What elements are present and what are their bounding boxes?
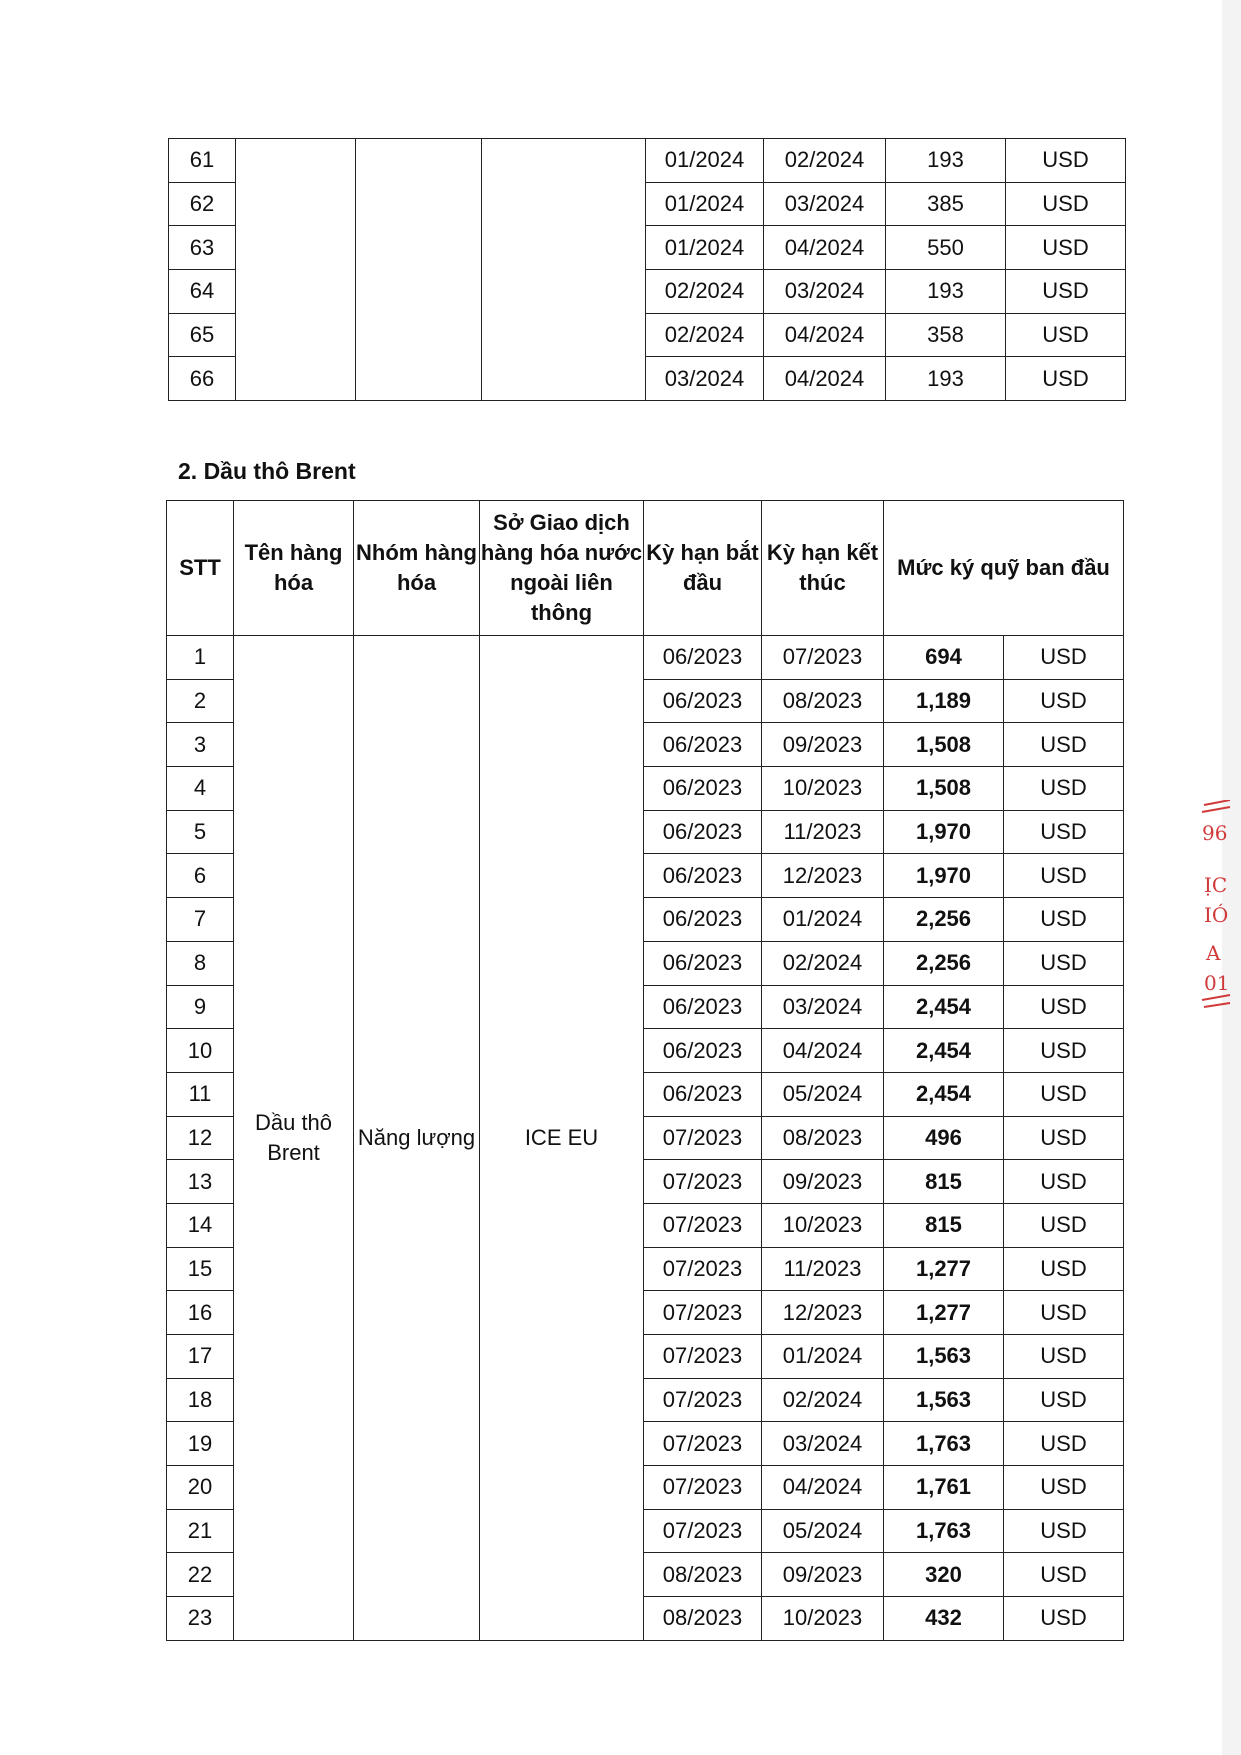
margin-cell: 193 <box>886 139 1006 183</box>
currency-cell: USD <box>1004 985 1124 1029</box>
exchange-cell: ICE EU <box>480 636 644 1641</box>
stt-cell: 9 <box>167 985 234 1029</box>
end-term-cell: 12/2023 <box>762 1291 884 1335</box>
currency-cell: USD <box>1004 941 1124 985</box>
stt-cell: 15 <box>167 1247 234 1291</box>
margin-cell: 496 <box>884 1116 1004 1160</box>
header-exchange: Sở Giao dịch hàng hóa nước ngoài liên thông <box>480 501 644 636</box>
stt-cell: 19 <box>167 1422 234 1466</box>
stt-cell: 8 <box>167 941 234 985</box>
start-term-cell: 07/2023 <box>644 1291 762 1335</box>
start-term-cell: 08/2023 <box>644 1597 762 1641</box>
margin-cell: 193 <box>886 270 1006 314</box>
stt-cell: 7 <box>167 898 234 942</box>
margin-cell: 1,277 <box>884 1247 1004 1291</box>
end-term-cell: 11/2023 <box>762 1247 884 1291</box>
start-term-cell: 07/2023 <box>644 1160 762 1204</box>
currency-cell: USD <box>1006 270 1126 314</box>
start-term-cell: 06/2023 <box>644 985 762 1029</box>
end-term-cell: 08/2023 <box>762 1116 884 1160</box>
currency-cell: USD <box>1004 854 1124 898</box>
currency-cell: USD <box>1004 679 1124 723</box>
margin-cell: 2,256 <box>884 898 1004 942</box>
brent-header-row <box>167 501 1124 636</box>
margin-cell: 1,277 <box>884 1291 1004 1335</box>
currency-cell: USD <box>1004 1247 1124 1291</box>
currency-cell: USD <box>1004 1335 1124 1379</box>
margin-cell: 1,970 <box>884 854 1004 898</box>
start-term-cell: 06/2023 <box>644 810 762 854</box>
margin-cell: 694 <box>884 636 1004 680</box>
end-term-cell: 04/2024 <box>764 226 886 270</box>
end-term-cell: 03/2024 <box>764 270 886 314</box>
currency-cell: USD <box>1004 1160 1124 1204</box>
currency-cell: USD <box>1004 636 1124 680</box>
exchange-cell <box>482 139 646 401</box>
end-term-cell: 11/2023 <box>762 810 884 854</box>
margin-cell: 1,508 <box>884 767 1004 811</box>
margin-cell: 815 <box>884 1203 1004 1247</box>
commodity-group-cell <box>356 139 482 401</box>
commodity-name-cell <box>236 139 356 401</box>
start-term-cell: 06/2023 <box>644 1072 762 1116</box>
table-row <box>169 139 1126 183</box>
top-table-body <box>169 139 1126 401</box>
end-term-cell: 02/2024 <box>764 139 886 183</box>
start-term-cell: 07/2023 <box>644 1378 762 1422</box>
start-term-cell: 07/2023 <box>644 1247 762 1291</box>
stamp-text-5: 01 <box>1204 971 1230 995</box>
currency-cell: USD <box>1004 1509 1124 1553</box>
currency-cell: USD <box>1004 1203 1124 1247</box>
end-term-cell: 09/2023 <box>762 1160 884 1204</box>
margin-cell: 385 <box>886 182 1006 226</box>
brent-table <box>166 500 1124 1641</box>
start-term-cell: 08/2023 <box>644 1553 762 1597</box>
brent-table-body <box>167 636 1124 1641</box>
end-term-cell: 04/2024 <box>764 313 886 357</box>
stt-cell: 62 <box>169 182 236 226</box>
start-term-cell: 07/2023 <box>644 1335 762 1379</box>
end-term-cell: 09/2023 <box>762 1553 884 1597</box>
end-term-cell: 04/2024 <box>764 357 886 401</box>
currency-cell: USD <box>1006 182 1126 226</box>
section-heading: 2. Dầu thô Brent <box>178 458 356 484</box>
start-term-cell: 03/2024 <box>646 357 764 401</box>
start-term-cell: 02/2024 <box>646 313 764 357</box>
stt-cell: 11 <box>167 1072 234 1116</box>
stamp-text-3: IÓ <box>1204 903 1229 927</box>
end-term-cell: 07/2023 <box>762 636 884 680</box>
end-term-cell: 03/2024 <box>762 1422 884 1466</box>
margin-cell: 1,563 <box>884 1378 1004 1422</box>
currency-cell: USD <box>1004 723 1124 767</box>
stt-cell: 22 <box>167 1553 234 1597</box>
margin-cell: 432 <box>884 1597 1004 1641</box>
stt-cell: 61 <box>169 139 236 183</box>
stt-cell: 21 <box>167 1509 234 1553</box>
commodity-group-cell: Năng lượng <box>354 636 480 1641</box>
top-table <box>168 138 1126 401</box>
stamp-text-1: 96 <box>1202 821 1228 845</box>
margin-cell: 1,761 <box>884 1466 1004 1510</box>
margin-cell: 1,763 <box>884 1509 1004 1553</box>
start-term-cell: 06/2023 <box>644 1029 762 1073</box>
start-term-cell: 07/2023 <box>644 1203 762 1247</box>
currency-cell: USD <box>1004 1116 1124 1160</box>
end-term-cell: 04/2024 <box>762 1466 884 1510</box>
start-term-cell: 06/2023 <box>644 854 762 898</box>
stamp-fragment <box>1196 800 1232 1040</box>
stt-cell: 2 <box>167 679 234 723</box>
margin-cell: 1,189 <box>884 679 1004 723</box>
stt-cell: 17 <box>167 1335 234 1379</box>
currency-cell: USD <box>1004 767 1124 811</box>
end-term-cell: 01/2024 <box>762 898 884 942</box>
stt-cell: 12 <box>167 1116 234 1160</box>
currency-cell: USD <box>1004 1029 1124 1073</box>
end-term-cell: 05/2024 <box>762 1072 884 1116</box>
margin-cell: 2,454 <box>884 985 1004 1029</box>
start-term-cell: 07/2023 <box>644 1509 762 1553</box>
start-term-cell: 06/2023 <box>644 723 762 767</box>
currency-cell: USD <box>1006 313 1126 357</box>
start-term-cell: 07/2023 <box>644 1466 762 1510</box>
start-term-cell: 06/2023 <box>644 636 762 680</box>
commodity-name-cell: Dầu thô Brent <box>234 636 354 1641</box>
end-term-cell: 05/2024 <box>762 1509 884 1553</box>
header-commodity-group: Nhóm hàng hóa <box>354 501 480 636</box>
end-term-cell: 12/2023 <box>762 854 884 898</box>
stt-cell: 65 <box>169 313 236 357</box>
header-stt: STT <box>167 501 234 636</box>
margin-cell: 320 <box>884 1553 1004 1597</box>
end-term-cell: 02/2024 <box>762 1378 884 1422</box>
stamp-text-4: A <box>1206 941 1221 965</box>
start-term-cell: 06/2023 <box>644 941 762 985</box>
currency-cell: USD <box>1006 357 1126 401</box>
header-end-term: Kỳ hạn kết thúc <box>762 501 884 636</box>
stt-cell: 66 <box>169 357 236 401</box>
currency-cell: USD <box>1006 139 1126 183</box>
stt-cell: 64 <box>169 270 236 314</box>
margin-cell: 193 <box>886 357 1006 401</box>
start-term-cell: 07/2023 <box>644 1422 762 1466</box>
end-term-cell: 08/2023 <box>762 679 884 723</box>
end-term-cell: 02/2024 <box>762 941 884 985</box>
start-term-cell: 01/2024 <box>646 226 764 270</box>
currency-cell: USD <box>1004 1291 1124 1335</box>
currency-cell: USD <box>1006 226 1126 270</box>
margin-cell: 1,763 <box>884 1422 1004 1466</box>
margin-cell: 2,454 <box>884 1029 1004 1073</box>
end-term-cell: 09/2023 <box>762 723 884 767</box>
stt-cell: 4 <box>167 767 234 811</box>
stt-cell: 16 <box>167 1291 234 1335</box>
header-commodity-name: Tên hàng hóa <box>234 501 354 636</box>
end-term-cell: 10/2023 <box>762 1597 884 1641</box>
currency-cell: USD <box>1004 1422 1124 1466</box>
margin-cell: 1,508 <box>884 723 1004 767</box>
currency-cell: USD <box>1004 1466 1124 1510</box>
stt-cell: 18 <box>167 1378 234 1422</box>
start-term-cell: 07/2023 <box>644 1116 762 1160</box>
end-term-cell: 03/2024 <box>764 182 886 226</box>
end-term-cell: 10/2023 <box>762 767 884 811</box>
currency-cell: USD <box>1004 1597 1124 1641</box>
margin-cell: 550 <box>886 226 1006 270</box>
stt-cell: 10 <box>167 1029 234 1073</box>
margin-cell: 815 <box>884 1160 1004 1204</box>
end-term-cell: 01/2024 <box>762 1335 884 1379</box>
stt-cell: 20 <box>167 1466 234 1510</box>
margin-cell: 1,970 <box>884 810 1004 854</box>
currency-cell: USD <box>1004 1072 1124 1116</box>
table-row <box>167 636 1124 680</box>
start-term-cell: 01/2024 <box>646 182 764 226</box>
margin-cell: 1,563 <box>884 1335 1004 1379</box>
stt-cell: 1 <box>167 636 234 680</box>
start-term-cell: 06/2023 <box>644 898 762 942</box>
stt-cell: 6 <box>167 854 234 898</box>
header-initial-margin: Mức ký quỹ ban đầu <box>884 501 1124 636</box>
currency-cell: USD <box>1004 810 1124 854</box>
stt-cell: 13 <box>167 1160 234 1204</box>
start-term-cell: 02/2024 <box>646 270 764 314</box>
stt-cell: 3 <box>167 723 234 767</box>
header-start-term: Kỳ hạn bắt đầu <box>644 501 762 636</box>
stt-cell: 23 <box>167 1597 234 1641</box>
stamp-text-2: ỊC <box>1204 873 1228 897</box>
end-term-cell: 03/2024 <box>762 985 884 1029</box>
start-term-cell: 01/2024 <box>646 139 764 183</box>
start-term-cell: 06/2023 <box>644 767 762 811</box>
margin-cell: 2,454 <box>884 1072 1004 1116</box>
start-term-cell: 06/2023 <box>644 679 762 723</box>
margin-cell: 2,256 <box>884 941 1004 985</box>
stt-cell: 5 <box>167 810 234 854</box>
end-term-cell: 04/2024 <box>762 1029 884 1073</box>
currency-cell: USD <box>1004 898 1124 942</box>
margin-cell: 358 <box>886 313 1006 357</box>
currency-cell: USD <box>1004 1553 1124 1597</box>
stt-cell: 63 <box>169 226 236 270</box>
currency-cell: USD <box>1004 1378 1124 1422</box>
end-term-cell: 10/2023 <box>762 1203 884 1247</box>
stt-cell: 14 <box>167 1203 234 1247</box>
